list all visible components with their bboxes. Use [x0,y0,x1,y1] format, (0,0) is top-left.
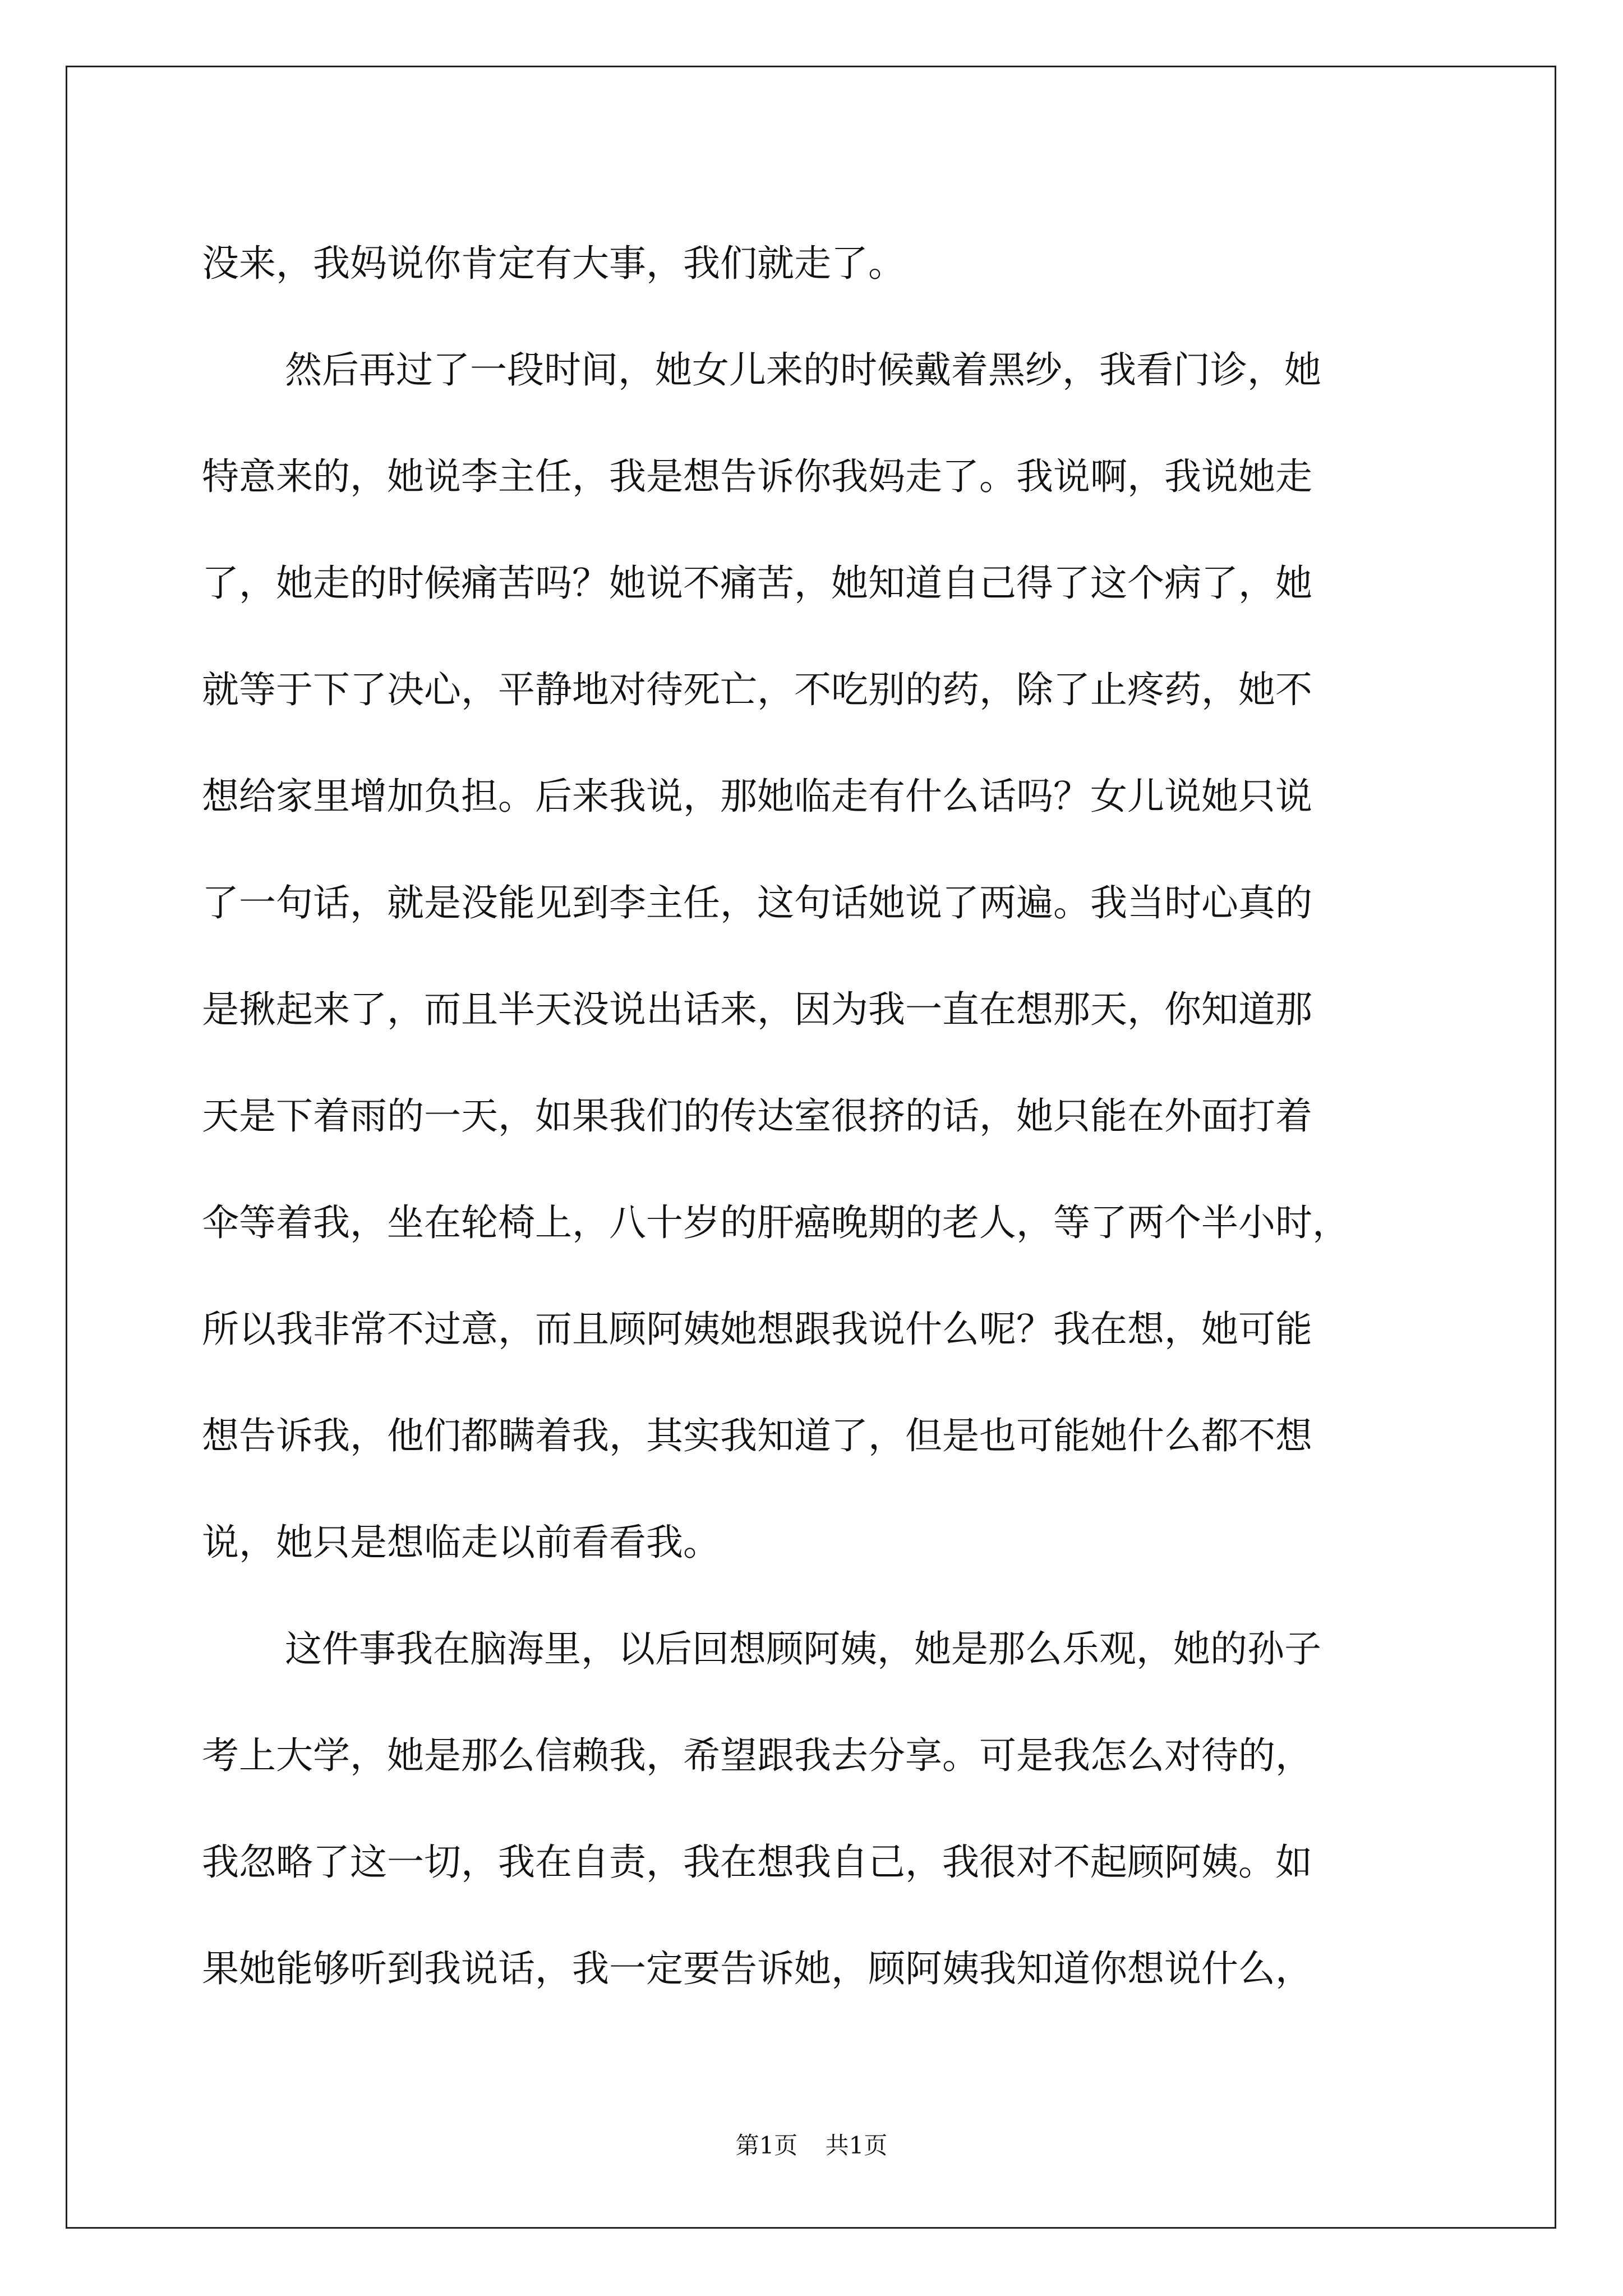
text-line: 果她能够听到我说话，我一定要告诉她，顾阿姨我知道你想说什么， [202,1947,1312,1990]
text-line: 想给家里增加负担。后来我说，那她临走有什么话吗？女儿说她只说 [202,775,1312,818]
text-line: 没来，我妈说你肯定有大事，我们就走了。 [202,242,905,285]
text-line: 考上大学，她是那么信赖我，希望跟我去分享。可是我怎么对待的， [202,1734,1312,1777]
text-line: 这件事我在脑海里，以后回想顾阿姨，她是那么乐观，她的孙子 [285,1627,1321,1671]
text-line: 所以我非常不过意，而且顾阿姨她想跟我说什么呢？我在想，她可能 [202,1308,1312,1351]
text-line: 然后再过了一段时间，她女儿来的时候戴着黑纱，我看门诊，她 [285,348,1321,392]
document-body [202,210,1453,2022]
text-line: 特意来的，她说李主任，我是想告诉你我妈走了。我说啊，我说她走 [202,455,1312,498]
text-line: 就等于下了决心，平静地对待死亡，不吃别的药，除了止疼药，她不 [202,668,1312,711]
text-line: 想告诉我，他们都瞒着我，其实我知道了，但是也可能她什么都不想 [202,1414,1312,1457]
text-line: 了一句话，就是没能见到李主任，这句话她说了两遍。我当时心真的 [202,881,1312,924]
text-line: 了，她走的时候痛苦吗？她说不痛苦，她知道自己得了这个病了，她 [202,562,1312,605]
text-line: 是揪起来了，而且半天没说出话来，因为我一直在想那天，你知道那 [202,988,1312,1031]
page-number: 第1页 [735,2132,798,2159]
text-line: 说，她只是想临走以前看看我。 [202,1521,720,1564]
page-total: 共1页 [825,2132,888,2159]
text-line: 我忽略了这一切，我在自责，我在想我自己，我很对不起顾阿姨。如 [202,1841,1312,1884]
text-line: 伞等着我，坐在轮椅上，八十岁的肝癌晚期的老人，等了两个半小时， [202,1201,1349,1244]
text-line: 天是下着雨的一天，如果我们的传达室很挤的话，她只能在外面打着 [202,1094,1312,1138]
page-footer [0,2129,1623,2162]
